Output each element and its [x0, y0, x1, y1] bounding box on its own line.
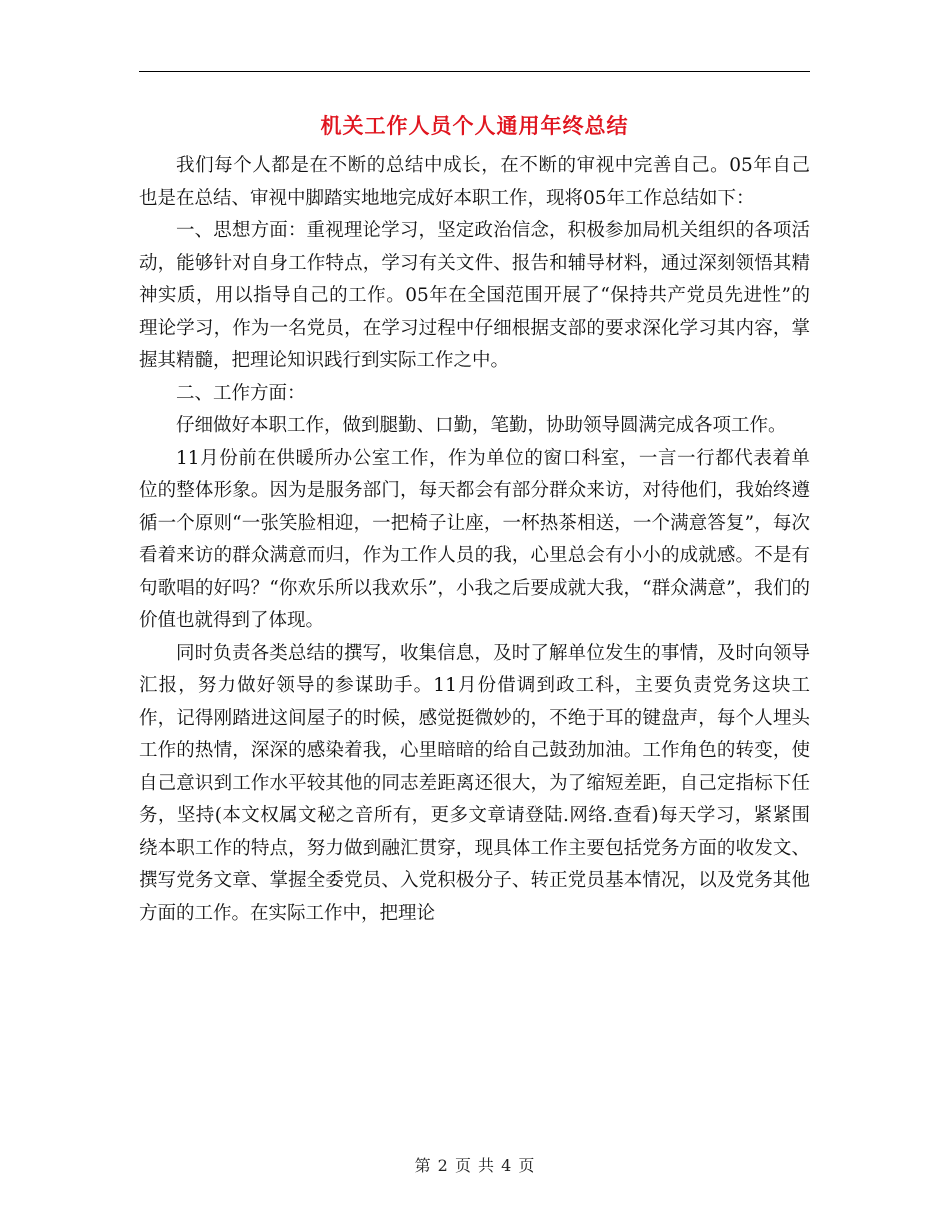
header-rule	[139, 71, 810, 72]
paragraph-ideology: 一、思想方面：重视理论学习，坚定政治信念，积极参加局机关组织的各项活动，能够针对自身工作特点，学习有关文件、报告和辅导材料，通过深刻领悟其精神实质，用以指导自己的工作。05年在全国范围开展了“保持共产党员先进性”的理论学习，作为一名党员，在学习过程中仔细根据支部的要求深化学习其内容，掌握其精髓，把理论知识践行到实际工作之中。	[139, 220, 810, 371]
document-body	[139, 150, 810, 930]
paragraph-duties: 仔细做好本职工作，做到腿勤、口勤，笔勤，协助领导圆满完成各项工作。	[176, 415, 787, 436]
paragraph-intro: 我们每个人都是在不断的总结中成长，在不断的审视中完善自己。05年自己也是在总结、审视中脚踏实地地完成好本职工作，现将05年工作总结如下：	[139, 155, 810, 209]
paragraph-work-heading: 二、工作方面：	[176, 382, 306, 404]
paragraph-office-work: 11月份前在供暖所办公室工作，作为单位的窗口科室，一言一行都代表着单位的整体形象。因为是服务部门，每天都会有部分群众来访，对待他们，我始终遵循一个原则“一张笑脸相迎，一把椅子让座，一杯热茶相送，一个满意答复”，每次看着来访的群众满意而归，作为工作人员的我，心里总会有小小的成就感。不是有句歌唱的好吗？“你欢乐所以我欢乐”，小我之后要成就大我，“群众满意”，我们的价值也就得到了体现。	[139, 447, 810, 631]
document-title: 机关工作人员个人通用年终总结	[320, 113, 629, 138]
paragraph-party-work: 同时负责各类总结的撰写，收集信息，及时了解单位发生的事情，及时向领导汇报，努力做好领导的参谋助手。11月份借调到政工科，主要负责党务这块工作，记得刚踏进这间屋子的时候，感觉挺微妙的，不绝于耳的键盘声，每个人埋头工作的热情，深深的感染着我，心里暗暗的给自己鼓劲加油。工作角色的转变，使自己意识到工作水平较其他的同志差距离还很大，为了缩短差距，自己定指标下任务，坚持(本文权属文秘之音所有，更多文章请登陆.网络.查看)每天学习，紧紧围绕本职工作的特点，努力做到融汇贯穿，现具体工作主要包括党务方面的收发文、撰写党务文章、掌握全委党员、入党积极分子、转正党员基本情况，以及党务其他方面的工作。在实际工作中，把理论	[139, 642, 810, 924]
page-number: 第 2 页 共 4 页	[414, 1156, 536, 1175]
